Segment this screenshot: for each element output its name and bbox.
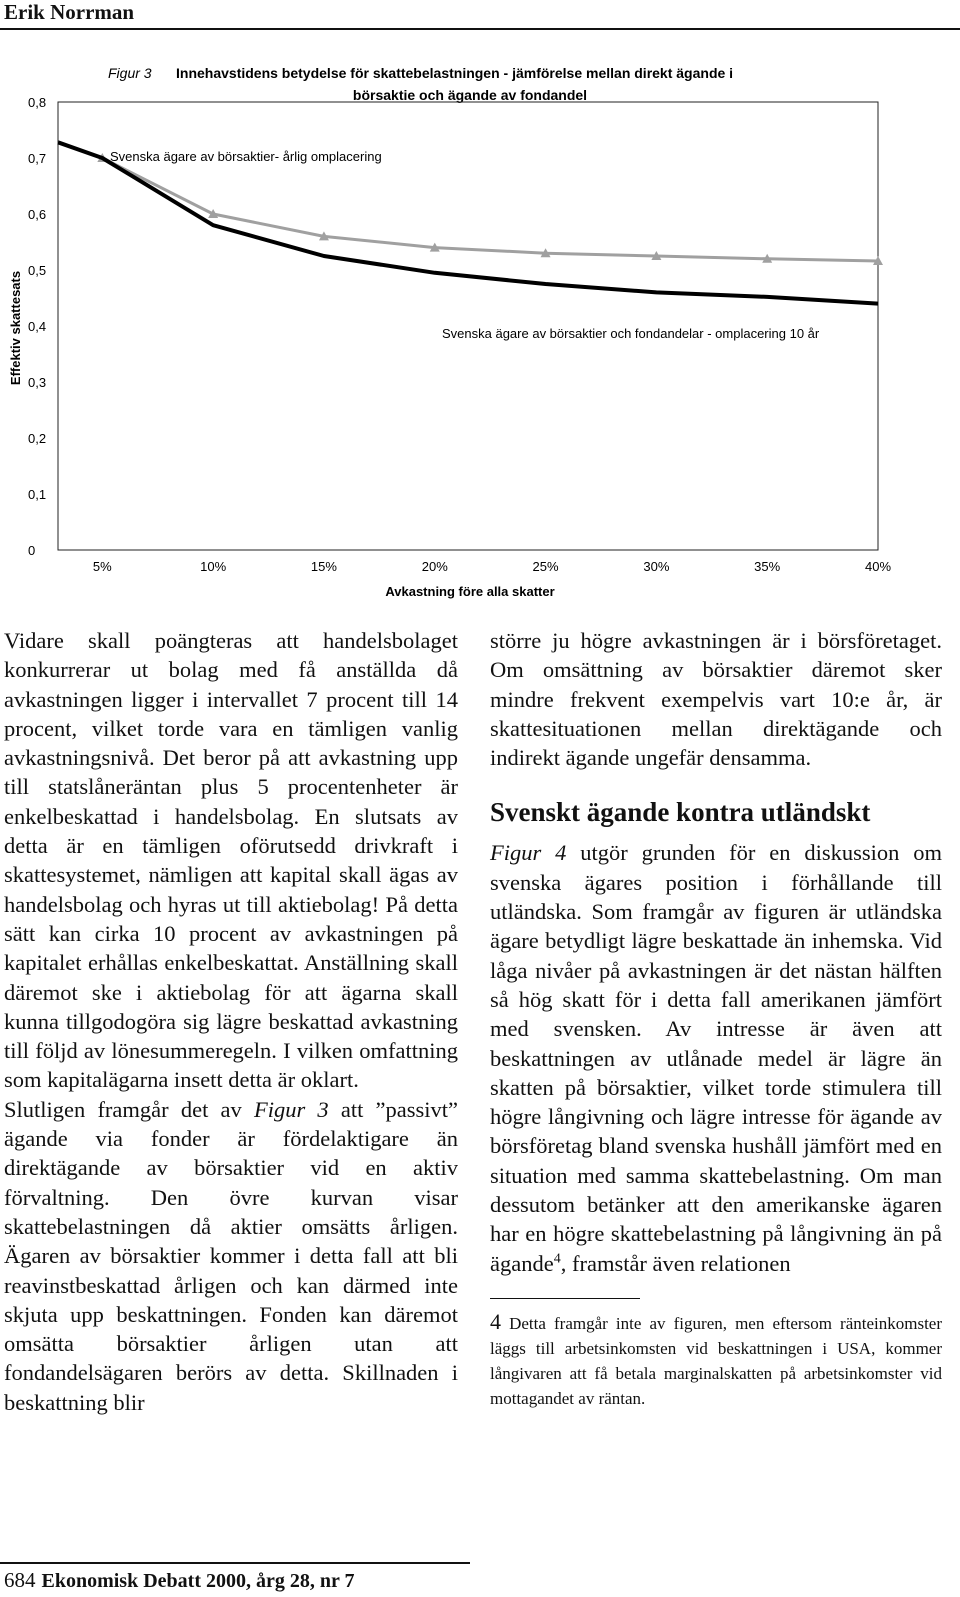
chart-title: Innehavstidens betydelse för skattebelastningen - jämförelse mellan direkt ägande i <box>176 65 734 81</box>
paragraph-text: att ”passivt” ägande via fonder är fördelaktigare än direktägande av börsaktier vid en aktiv förvaltning. Den övre kurvan visar skattebelastningen då aktier omsätts årligen. Ägaren av börsaktier kommer i detta fall att bli reavinstbeskattad årligen och kan därmed inte skjuta upp beskattningen. Fonden kan däremot omsätta börsaktier årligen utan att fondandelsägaren berörs av detta. Skillnaden i beskattning blir <box>4 1096 458 1415</box>
y-tick-label: 0,5 <box>28 263 47 278</box>
x-tick-label: 30% <box>643 559 670 574</box>
text-column-right <box>490 626 942 1411</box>
footnote <box>490 1309 942 1411</box>
journal-name: Ekonomisk Debatt 2000, årg 28, nr 7 <box>41 1570 355 1592</box>
footer-rule <box>0 1562 470 1564</box>
figure-reference: Figur 4 <box>490 840 567 866</box>
text-column-left <box>4 626 458 1417</box>
figure-3 <box>0 38 960 618</box>
paragraph: större ju högre avkastningen är i börsföretaget. Om omsättning av börsaktier däremot sker mindre frekvent exempelvis vart 10:e år, är skattesituationen mellan direktägande och indirekt ägande ungefär densamma. <box>490 628 942 771</box>
footnote-text: Detta framgår inte av figuren, men eftersom ränteinkomster läggs till arbetsinkomsten vid beskattningen i USA, kommer långivaren att få betala marginalskatten på arbetsinkomster vid mottagandet av räntan. <box>490 1313 942 1408</box>
footnote-number: 4 <box>490 1308 501 1334</box>
y-tick-label: 0 <box>28 543 36 558</box>
page-footer <box>4 1568 355 1593</box>
running-header-author: Erik Norrman <box>4 0 135 24</box>
paragraph-text: , framstår även relationen <box>560 1250 791 1276</box>
x-tick-label: 5% <box>92 559 112 574</box>
y-tick-label: 0,4 <box>28 319 47 334</box>
paragraph <box>490 838 942 1277</box>
paragraph <box>4 1095 458 1417</box>
line-chart <box>0 38 960 618</box>
paragraph-text: Slutligen framgår det av <box>4 1096 254 1122</box>
paragraph: Vidare skall poängteras att handelsbolaget konkurrerar ut bolag med få anställda då avkastningen ligger i intervallet 7 procent till 14 procent, vilket torde vara en tämligen vanlig avkastningsnivå. Det beror på att avkastning upp till statslåneräntan plus 5 procentenheter är enkelbeskattad i handelsbolag. En slutsats av detta är en tämligen oförutsedd drivkraft i skattesystemet, nämligen att kapital skall ägas av handelsbolag och hyras ut till aktiebolag! På detta sätt kan cirka 10 procent av avkastningen på kapitalet erhållas enkelbeskattat. Anställning skall däremot ske i aktiebolag för att ägarna skall kunna tillgodogöra sig lägre beskattad avkastning till följd av lönesummeregeln. I vilken omfattning som kapitalägarna insett detta är oklart. <box>4 628 458 1093</box>
footnote-rule <box>490 1298 640 1299</box>
header-rule <box>0 28 960 30</box>
footnote-marker: 4 <box>553 1251 561 1267</box>
y-tick-label: 0,1 <box>28 487 47 502</box>
x-tick-label: 40% <box>864 559 892 574</box>
x-tick-label: 25% <box>532 559 559 574</box>
series-line-1 <box>58 142 878 303</box>
y-tick-label: 0,3 <box>28 375 47 390</box>
y-tick-label: 0,8 <box>28 95 47 110</box>
page-number: 684 <box>4 1568 36 1592</box>
chart-title-line2: börsaktie och ägande av fondandel <box>352 87 588 103</box>
paragraph-text: utgör grunden för en diskussion om svenska ägares position i förhållande till utländska. Som framgår av figuren är utländska ägare betydligt lägre beskattade än inhemska. Vid låga nivåer på avkastningen är det nästan hälften så hög skatt för i detta fall amerikanen jämfört med svensken. Av intresse är även att beskattningen av utlånade medel är lägre än skatten på börsaktier, vilket torde stimulera till högre långivning och lägre intresse för ägande av börsföretag bland svenska hushåll jämfört med en situation med samma skattebelastning. Om man dessutom betänker att den amerikanske ägaren har en högre skattebelastning på långivning än på ägande <box>490 840 942 1276</box>
series-annotation-annual: Svenska ägare av börsaktier- årlig omplacering <box>110 149 382 164</box>
y-tick-label: 0,2 <box>28 431 47 446</box>
x-tick-label: 20% <box>421 559 448 574</box>
figure-reference: Figur 3 <box>253 1096 329 1122</box>
y-tick-label: 0,6 <box>28 207 47 222</box>
x-tick-label: 35% <box>754 559 781 574</box>
x-axis-label: Avkastning före alla skatter <box>385 584 555 599</box>
y-axis-label: Effektiv skattesats <box>8 270 23 386</box>
series-annotation-10yr: Svenska ägare av börsaktier och fondandelar - omplacering 10 år <box>442 326 820 341</box>
x-tick-label: 10% <box>200 559 227 574</box>
y-tick-label: 0,7 <box>28 151 47 166</box>
x-tick-label: 15% <box>310 559 337 574</box>
figure-label: Figur 3 <box>108 65 152 81</box>
section-heading: Svenskt ägande kontra utländskt <box>490 797 871 828</box>
